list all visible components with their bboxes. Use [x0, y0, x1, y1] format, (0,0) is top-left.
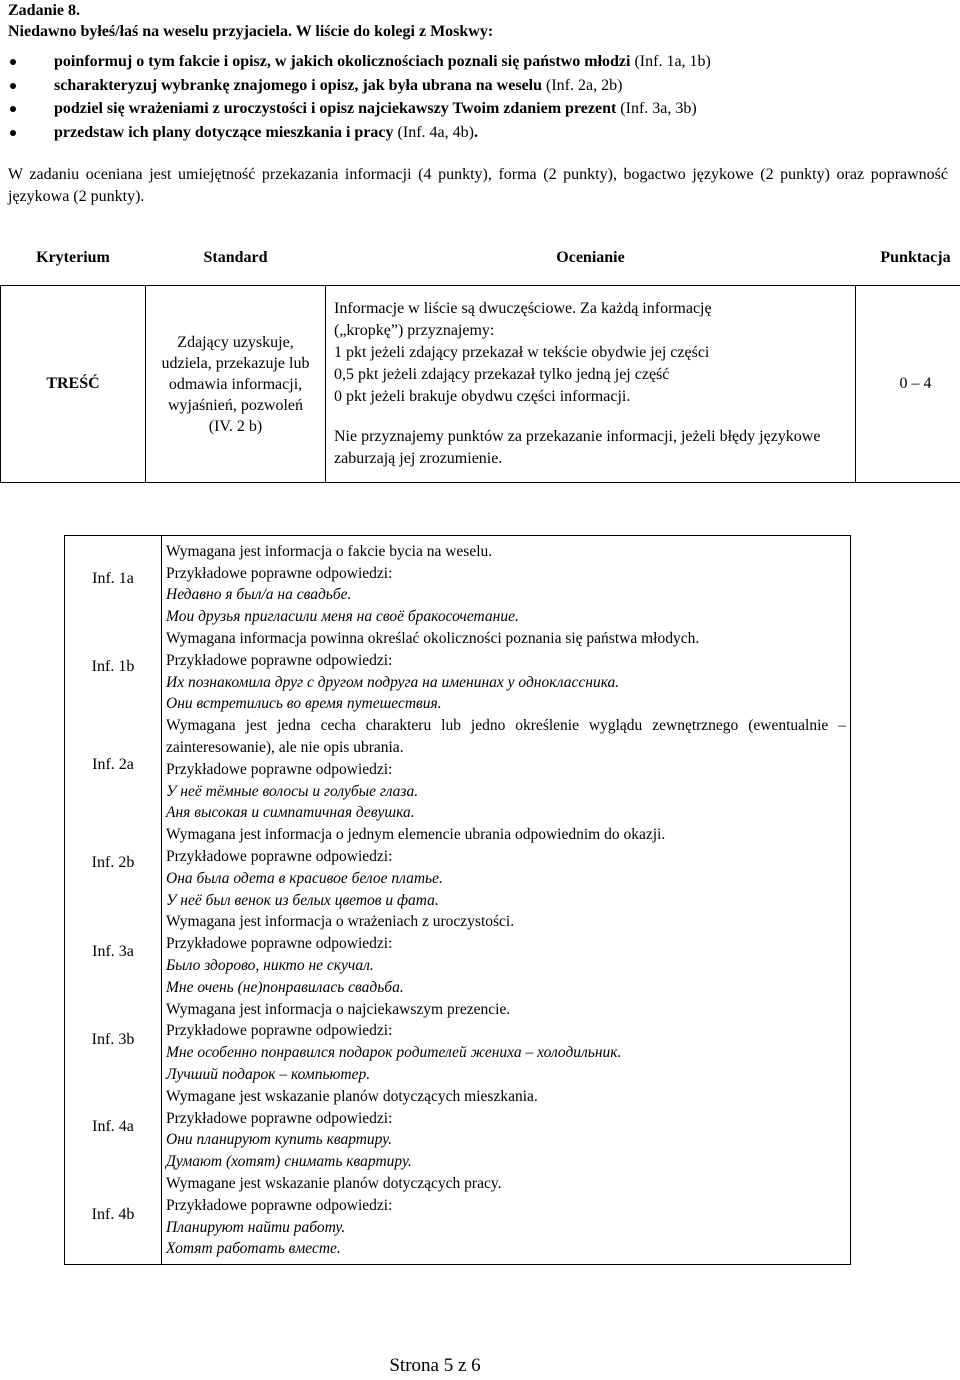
example-answer: Лучший подарок – компьютер.: [166, 1065, 371, 1083]
examples-label: Przykładowe poprawne odpowiedzi:: [166, 1022, 393, 1040]
example-answer: Они планируют купить квартиру.: [166, 1131, 393, 1149]
ocenianie-line: 0,5 pkt jeżeli zdający przekazał tylko jedną jej część: [334, 366, 670, 383]
example-answer: Они встретились во время путешествия.: [166, 695, 442, 713]
bullet-dot-icon: [10, 106, 16, 112]
example-answer: Планируют найти работу.: [166, 1218, 346, 1236]
info-label: Inf. 4a: [92, 1118, 134, 1135]
bullet-dot-icon: [10, 83, 16, 89]
bullet-dot-icon: [10, 59, 16, 65]
info-content-cell: [162, 536, 851, 1265]
bullet-item: poinformuj o tym fakcie i opisz, w jakich okolicznościach poznali się państwo młodzi (Inf. 1a, 1b): [8, 50, 948, 74]
standard-text: Zdający uzyskuje, udziela, przekazuje lub odmawia informacji, wyjaśnień, pozwoleń (IV. 2 b): [161, 333, 310, 435]
ocenianie-line: („kropkę”) przyznajemy:: [334, 322, 495, 339]
example-answer: Думают (хотят) снимать квартиру.: [166, 1153, 412, 1171]
requirement-text: Wymagana jest informacja o najciekawszym prezencie.: [166, 1000, 511, 1018]
header-punktacja: Punktacja: [880, 248, 951, 266]
header-ocenianie: Ocenianie: [556, 248, 625, 266]
requirement-text: Wymagana jest jedna cecha charakteru lub jedno określenie wyglądu zewnętrznego (ewentualnie – zainteresowanie), ale nie opis ubrania.: [166, 717, 846, 757]
info-label: Inf. 2b: [91, 854, 135, 871]
example-answer: Недавно я был/а на свадьбе.: [166, 586, 352, 604]
info-label: Inf. 3a: [92, 943, 134, 960]
info-label: Inf. 3b: [91, 1031, 135, 1048]
task-intro: Niedawno byłeś/łaś na weselu przyjaciela. W liście do kolegi z Moskwy:: [8, 23, 494, 40]
requirement-text: Wymagana jest informacja o fakcie bycia na weselu.: [166, 542, 493, 560]
examples-label: Przykładowe poprawne odpowiedzi:: [166, 1196, 393, 1214]
examples-label: Przykładowe poprawne odpowiedzi:: [166, 760, 393, 778]
ocenianie-spacer: [334, 408, 847, 426]
example-answer: Мои друзья пригласили меня на своё бракосочетание.: [166, 608, 519, 626]
task-title: Zadanie 8.: [8, 2, 81, 19]
points-cell: [856, 286, 960, 483]
criterion-cell: [1, 286, 146, 483]
information-table: [64, 535, 851, 1265]
criterion-label: TREŚĆ: [46, 375, 100, 392]
points-value: 0 – 4: [899, 375, 932, 392]
bullet-dot-icon: [10, 130, 16, 136]
example-answer: Она была одета в красивое белое платье.: [166, 869, 443, 887]
requirement-text: Wymagana informacja powinna określać okoliczności poznania się państwa młodych.: [166, 630, 700, 648]
requirement-text: Wymagane jest wskazanie planów dotyczących pracy.: [166, 1174, 502, 1192]
header-kryterium: Kryterium: [36, 248, 110, 266]
grading-table: [0, 230, 960, 483]
ocenianie-line: Informacje w liście są dwuczęściowe. Za każdą informację: [334, 300, 712, 317]
example-answer: У неё был венок из белых цветов и фата.: [166, 891, 439, 909]
task-bullet-list: [8, 50, 948, 144]
info-label: Inf. 1b: [91, 658, 135, 675]
scoring-paragraph: W zadaniu oceniana jest umiejętność przekazania informacji (4 punkty), forma (2 punkty), bogactwo językowe (2 punkty) oraz poprawność językowa (2 punkty).: [8, 166, 948, 205]
page-number: Strona 5 z 6: [389, 1355, 481, 1376]
example-answer: Аня высокая и симпатичная девушка.: [166, 804, 415, 822]
ocenianie-note: Nie przyznajemy punktów za przekazanie informacji, jeżeli błędy językowe zaburzają jej zrozumienie.: [334, 428, 821, 467]
info-label: Inf. 1a: [92, 570, 134, 587]
ocenianie-line: 0 pkt jeżeli brakuje obydwu części informacji.: [334, 388, 631, 405]
examples-label: Przykładowe poprawne odpowiedzi:: [166, 651, 393, 669]
ocenianie-line: 1 pkt jeżeli zdający przekazał w tekście obydwie jej części: [334, 344, 710, 361]
example-answer: Было здорово, никто не скучал.: [166, 956, 374, 974]
examples-label: Przykładowe poprawne odpowiedzi:: [166, 1109, 393, 1127]
info-labels-cell: [65, 536, 162, 1265]
bullet-item: przedstaw ich plany dotyczące mieszkania i pracy (Inf. 4a, 4b).: [8, 121, 948, 145]
info-label: Inf. 2a: [92, 756, 134, 773]
header-standard: Standard: [203, 248, 268, 266]
example-answer: Их познакомила друг с другом подруга на именинах у одноклассника.: [166, 673, 620, 691]
ocenianie-cell: [326, 286, 856, 483]
bullet-item: podziel się wrażeniami z uroczystości i opisz najciekawszy Twoim zdaniem prezent (Inf. 3a, 3b): [8, 97, 948, 121]
info-label: Inf. 4b: [91, 1206, 135, 1223]
examples-label: Przykładowe poprawne odpowiedzi:: [166, 848, 393, 865]
bullet-item: scharakteryzuj wybrankę znajomego i opisz, jak była ubrana na weselu (Inf. 2a, 2b): [8, 74, 948, 98]
requirement-text: Wymagane jest wskazanie planów dotyczących mieszkania.: [166, 1087, 538, 1105]
requirement-text: Wymagana jest informacja o wrażeniach z uroczystości.: [166, 913, 515, 931]
example-answer: Хотят работать вместе.: [166, 1240, 341, 1258]
example-answer: Мне особенно понравился подарок родителей жениха – холодильник.: [166, 1044, 622, 1062]
example-answer: У неё тёмные волосы и голубые глаза.: [166, 782, 419, 800]
example-answer: Мне очень (не)понравилась свадьба.: [166, 978, 404, 996]
examples-label: Przykładowe poprawne odpowiedzi:: [166, 935, 393, 953]
requirement-text: Wymagana jest informacja o jednym elemencie ubrania odpowiednim do okazji.: [166, 826, 666, 844]
standard-cell: [146, 286, 326, 483]
examples-label: Przykładowe poprawne odpowiedzi:: [166, 564, 393, 582]
